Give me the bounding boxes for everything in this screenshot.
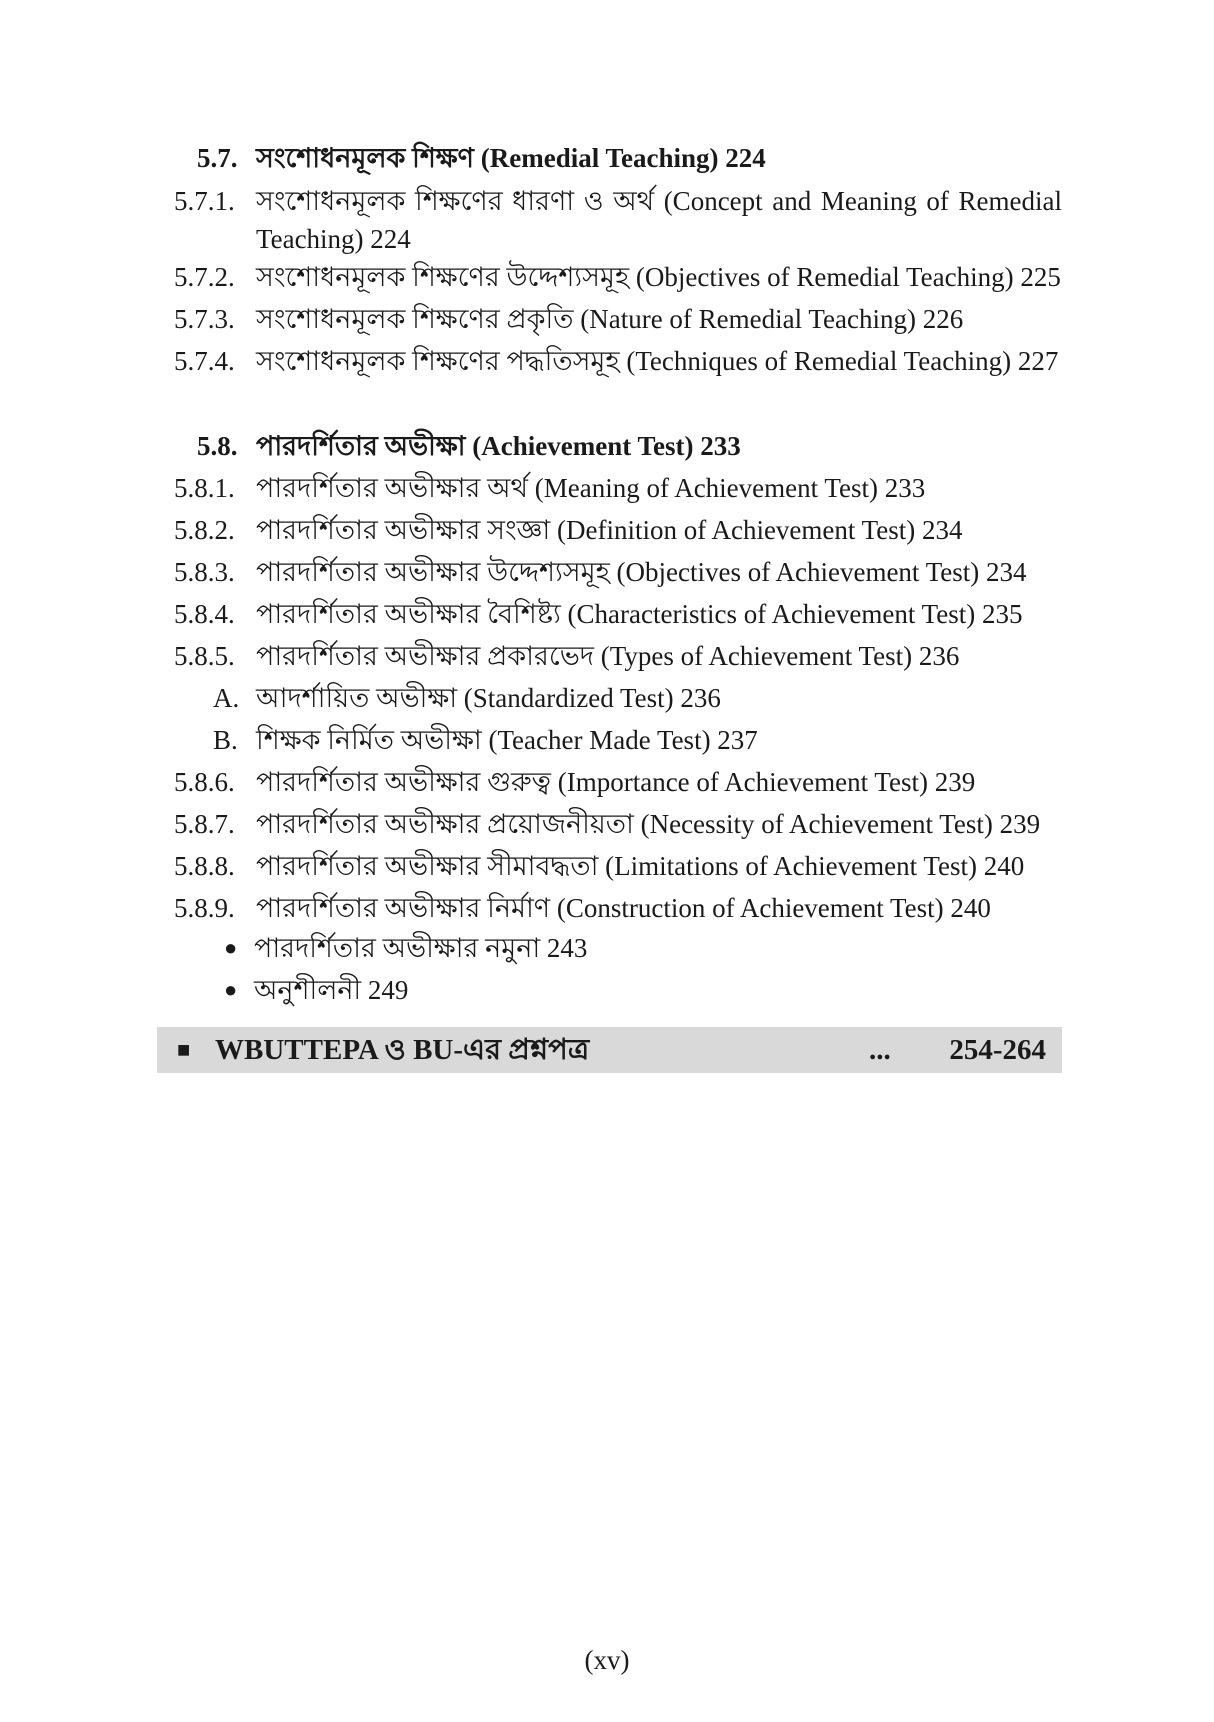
- entry-number: 5.8.9.: [174, 893, 235, 923]
- entry-title: শিক্ষক নির্মিত অভীক্ষা (Teacher Made Test) 237: [256, 725, 758, 755]
- page-number: (xv): [584, 1645, 630, 1675]
- entry-number: 5.8.4.: [174, 599, 235, 629]
- entry-title: পারদর্শিতার অভীক্ষার অর্থ (Meaning of Achievement Test) 233: [256, 473, 926, 503]
- entry-letter: B.: [213, 725, 238, 755]
- entry-title: সংশোধনমূলক শিক্ষণের ধারণা ও অর্থ (Concept and Meaning of Remedial Teaching) 224: [256, 186, 1062, 254]
- entry-title: অনুশীলনী 249: [254, 975, 409, 1005]
- entry-title: পারদর্শিতার অভীক্ষার বৈশিষ্ট্য (Characteristics of Achievement Test) 235: [256, 599, 1023, 629]
- entry-number: 5.8.2.: [174, 515, 235, 545]
- entry-number: 5.7.3.: [174, 304, 235, 334]
- entry-title: পারদর্শিতার অভীক্ষা (Achievement Test) 233: [256, 431, 741, 461]
- entry-number: 5.8.6.: [174, 767, 235, 797]
- entry-title: আদর্শায়িত অভীক্ষা (Standardized Test) 236: [256, 683, 721, 713]
- entry-title: পারদর্শিতার অভীক্ষার প্রয়োজনীয়তা (Necessity of Achievement Test) 239: [256, 809, 1041, 839]
- entry-title: সংশোধনমূলক শিক্ষণের উদ্দেশ্যসমূহ (Objectives of Remedial Teaching) 225: [256, 262, 1061, 292]
- entry-title: পারদর্শিতার অভীক্ষার গুরুত্ব (Importance of Achievement Test) 239: [256, 767, 976, 797]
- entry-title: পারদর্শিতার অভীক্ষার সংজ্ঞা (Definition of Achievement Test) 234: [256, 515, 963, 545]
- entry-number: 5.7.2.: [174, 262, 235, 292]
- entry-number: 5.8.8.: [174, 851, 235, 881]
- entry-title: পারদর্শিতার অভীক্ষার সীমাবদ্ধতা (Limitations of Achievement Test) 240: [256, 851, 1025, 881]
- question-papers-section-bar: [157, 1027, 1062, 1073]
- bullet-icon: ●: [224, 977, 238, 1002]
- entry-number: 5.7.: [197, 143, 238, 173]
- entry-letter: A.: [213, 683, 240, 713]
- entry-number: 5.7.1.: [174, 186, 235, 216]
- leader-dots: ...: [869, 1034, 891, 1066]
- entry-number: 5.8.3.: [174, 557, 235, 587]
- entry-number: 5.8.5.: [174, 641, 235, 671]
- entry-number: 5.8.7.: [174, 809, 235, 839]
- entry-title: সংশোধনমূলক শিক্ষণের পদ্ধতিসমূহ (Techniques of Remedial Teaching) 227: [256, 346, 1059, 376]
- entry-title: সংশোধনমূলক শিক্ষণ (Remedial Teaching) 224: [256, 143, 766, 173]
- entry-title: পারদর্শিতার অভীক্ষার প্রকারভেদ (Types of Achievement Test) 236: [256, 641, 960, 671]
- square-bullet-icon: ■: [177, 1037, 191, 1062]
- entry-title: পারদর্শিতার অভীক্ষার নমুনা 243: [254, 933, 588, 963]
- entry-title: পারদর্শিতার অভীক্ষার নির্মাণ (Construction of Achievement Test) 240: [256, 893, 991, 923]
- entry-title: সংশোধনমূলক শিক্ষণের প্রকৃতি (Nature of Remedial Teaching) 226: [256, 304, 964, 334]
- entry-number: 5.8.1.: [174, 473, 235, 503]
- entry-title: পারদর্শিতার অভীক্ষার উদ্দেশ্যসমূহ (Objectives of Achievement Test) 234: [256, 557, 1027, 587]
- entry-number: 5.8.: [197, 431, 238, 461]
- entry-number: 5.7.4.: [174, 346, 235, 376]
- section-pages: 254-264: [949, 1034, 1046, 1066]
- section-title: WBUTTEPA ও BU-এর প্রশ্নপত্র: [215, 1034, 590, 1066]
- bullet-icon: ●: [224, 935, 238, 960]
